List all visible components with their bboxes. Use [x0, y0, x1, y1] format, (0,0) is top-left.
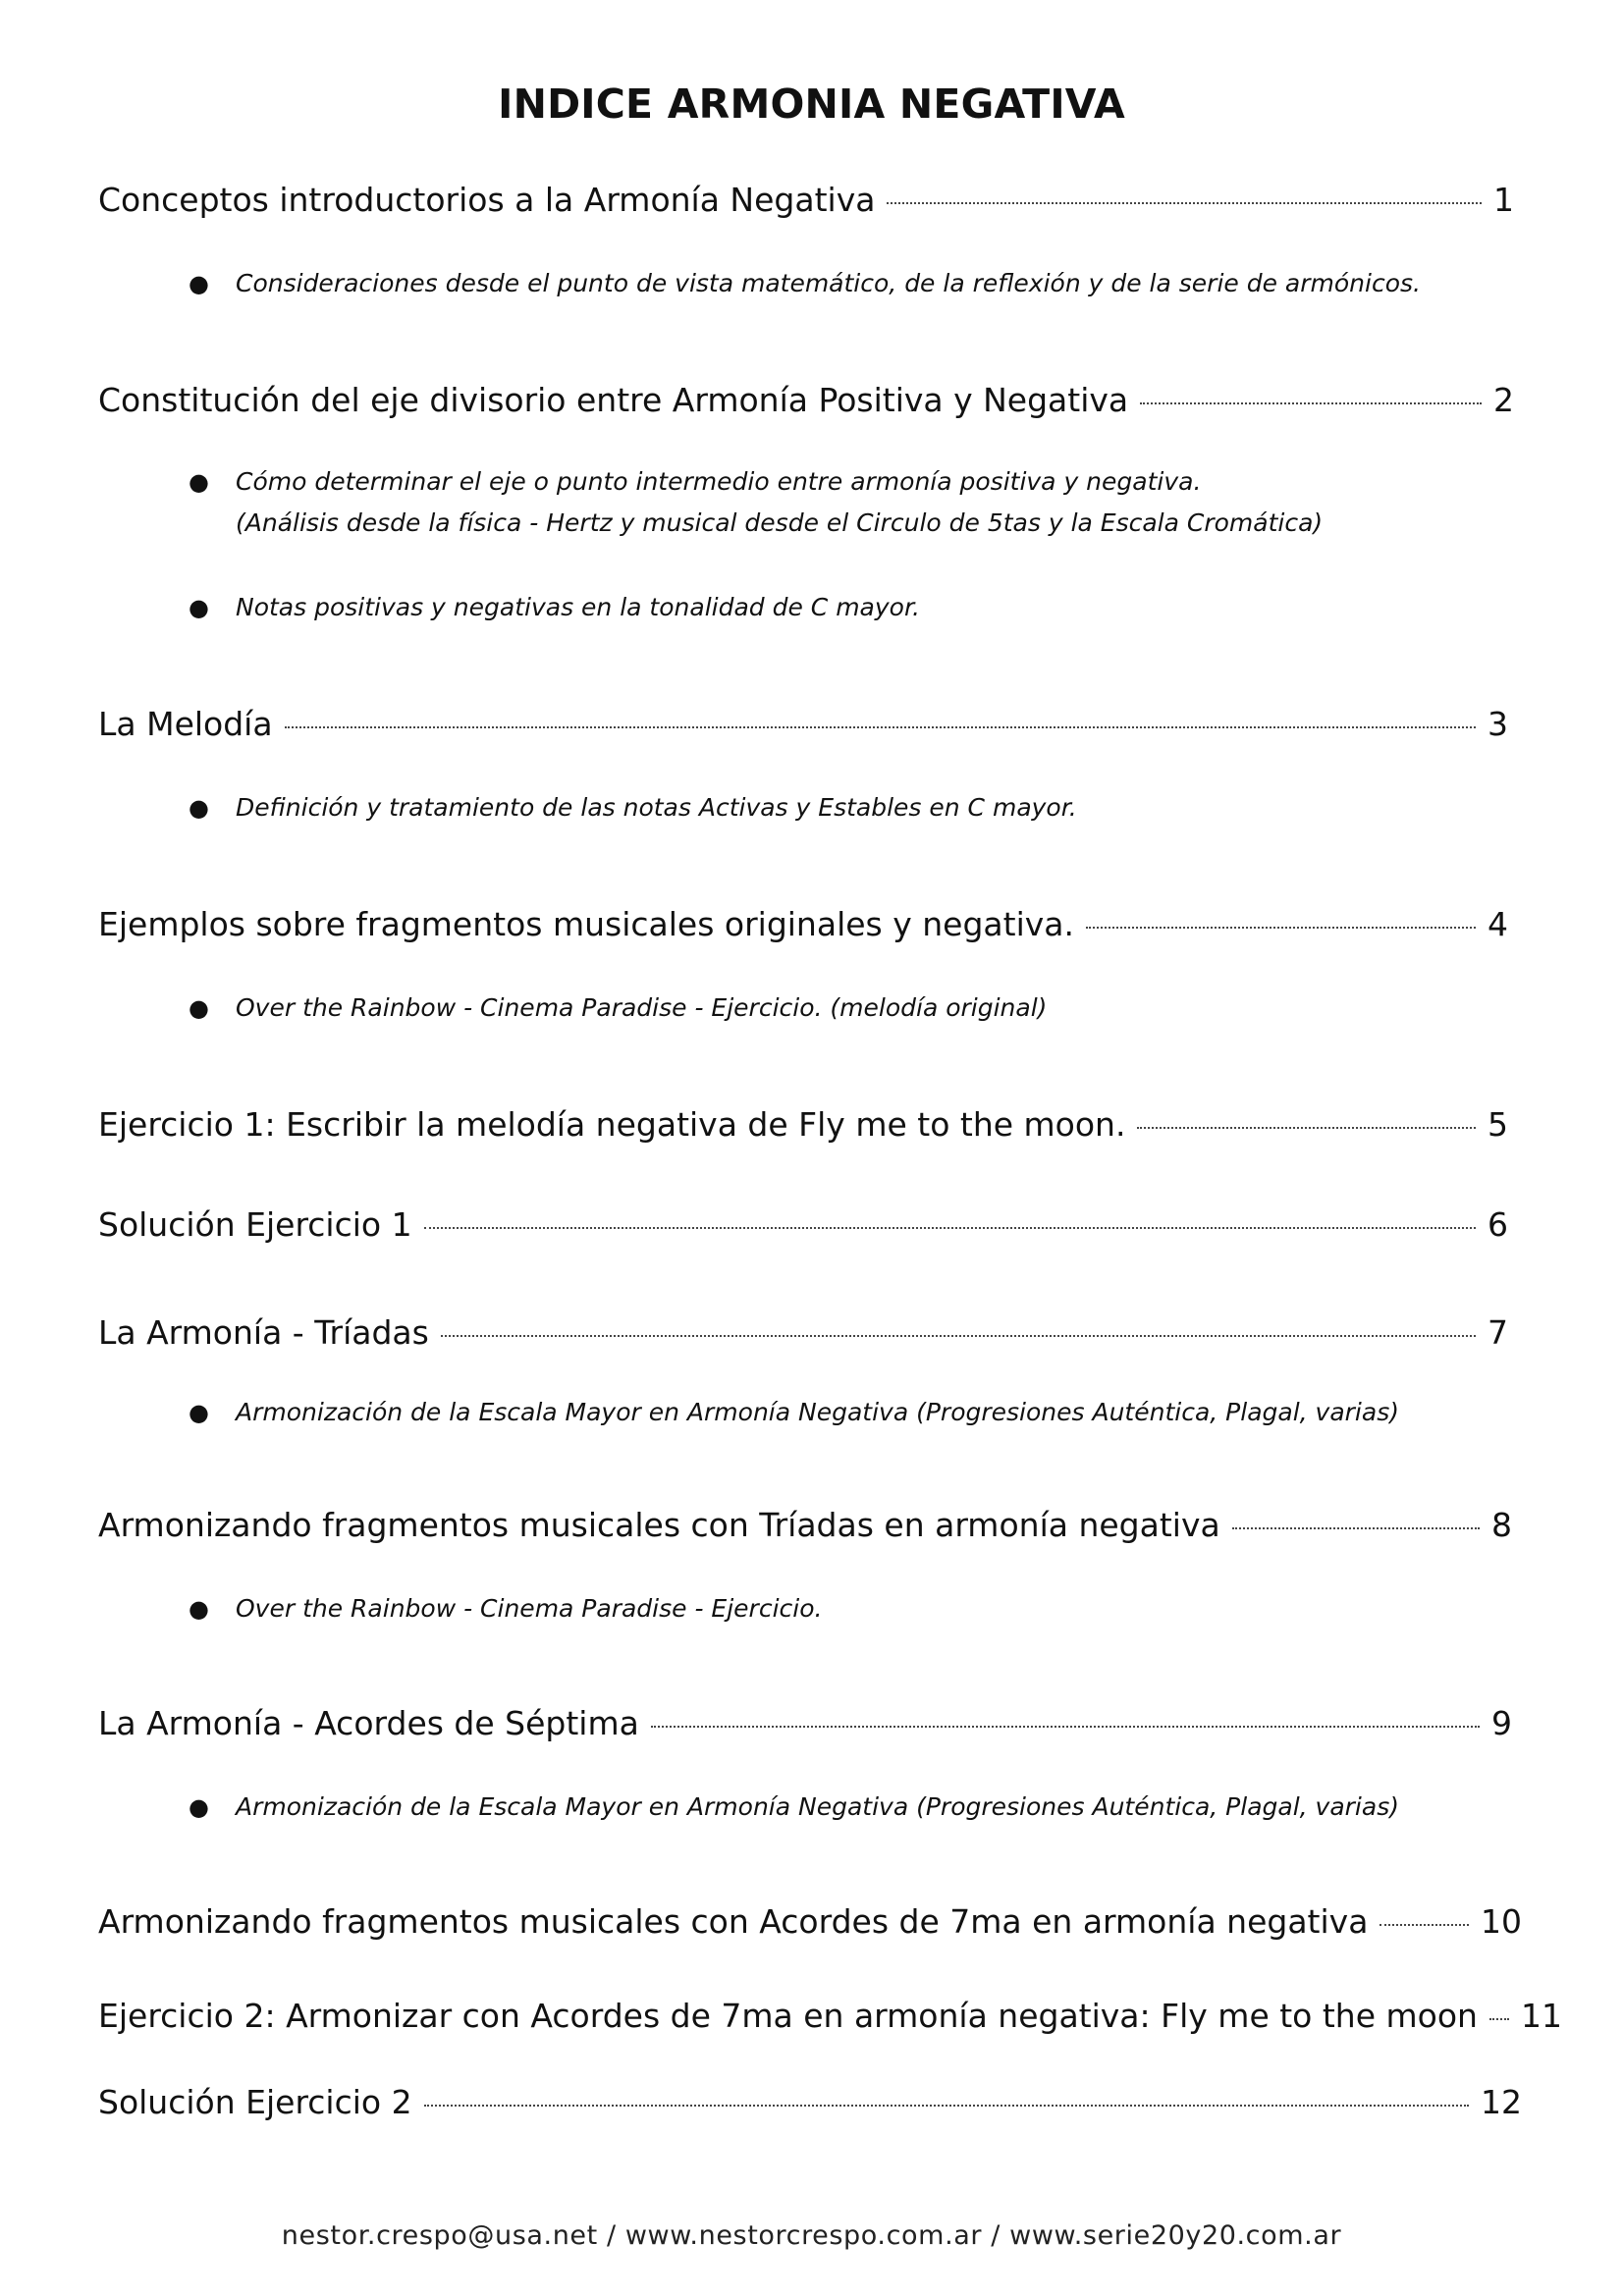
toc-page-number: 10	[1481, 1902, 1522, 1941]
toc-subitem	[189, 787, 1077, 828]
toc-page-number: 5	[1488, 1105, 1508, 1144]
dot-leader	[424, 2105, 1469, 2107]
toc-page-number: 3	[1488, 705, 1508, 743]
toc-entry	[98, 1995, 1562, 2038]
dot-leader	[424, 1227, 1476, 1229]
bullet-icon: ●	[189, 1595, 209, 1623]
toc-entry-title: Conceptos introductorios a la Armonía Negativa	[98, 181, 876, 219]
dot-leader	[441, 1335, 1476, 1337]
dot-leader	[1086, 927, 1476, 929]
dot-leader	[887, 202, 1482, 204]
toc-subitem-text: Armonización de la Escala Mayor en Armonía Negativa (Progresiones Auténtica, Plagal, varias)	[236, 1398, 1399, 1426]
toc-subitem-text: Definición y tratamiento de las notas Activas y Estables en C mayor.	[236, 793, 1077, 822]
toc-entry	[98, 1203, 1508, 1247]
toc-entry	[98, 179, 1514, 222]
toc-subitem-text: Over the Rainbow - Cinema Paradise - Ejercicio. (melodía original)	[236, 993, 1048, 1022]
bullet-icon: ●	[189, 1399, 209, 1426]
toc-page-number: 12	[1481, 2083, 1522, 2121]
toc-subitem-text: Cómo determinar el eje o punto intermedio entre armonía positiva y negativa.	[236, 467, 1202, 496]
dot-leader	[1140, 402, 1482, 404]
toc-subitem-text: Consideraciones desde el punto de vista matemático, de la reflexión y de la serie de armónicos.	[236, 269, 1421, 297]
toc-subitem	[189, 461, 1202, 503]
toc-page-number: 7	[1488, 1313, 1508, 1352]
toc-subitem-text: (Análisis desde la física - Hertz y musical desde el Circulo de 5tas y la Escala Cromática)	[236, 508, 1324, 537]
toc-entry-title: Solución Ejercicio 2	[98, 2083, 412, 2121]
toc-entry	[98, 1103, 1508, 1147]
toc-subitem-text: Notas positivas y negativas en la tonalidad de C mayor.	[236, 593, 920, 621]
toc-subitem-text: Armonización de la Escala Mayor en Armonía Negativa (Progresiones Auténtica, Plagal, varias)	[236, 1792, 1399, 1821]
toc-entry-title: La Armonía - Tríadas	[98, 1313, 429, 1352]
toc-page-number: 9	[1491, 1704, 1512, 1742]
footer-contact: nestor.crespo@usa.net / www.nestorcrespo.com.ar / www.serie20y20.com.ar	[281, 2220, 1342, 2251]
bullet-icon: ●	[189, 594, 209, 621]
toc-entry	[98, 2081, 1522, 2124]
toc-page-number: 2	[1493, 381, 1514, 419]
toc-entry	[98, 1702, 1512, 1745]
toc-subitem	[189, 1392, 1399, 1433]
toc-entry-title: La Armonía - Acordes de Séptima	[98, 1704, 639, 1742]
toc-entry	[98, 903, 1508, 946]
bullet-icon: ●	[189, 270, 209, 297]
toc-entry-title: Armonizando fragmentos musicales con Acordes de 7ma en armonía negativa	[98, 1902, 1369, 1941]
toc-entry-title: Armonizando fragmentos musicales con Tríadas en armonía negativa	[98, 1506, 1220, 1544]
page-title: INDICE ARMONIA NEGATIVA	[498, 80, 1125, 128]
bullet-icon: ●	[189, 794, 209, 822]
toc-page-number: 1	[1493, 181, 1514, 219]
dot-leader	[1232, 1527, 1480, 1529]
toc-subitem	[189, 988, 1048, 1029]
toc-entry-title: Ejemplos sobre fragmentos musicales originales y negativa.	[98, 905, 1074, 943]
toc-page-number: 4	[1488, 905, 1508, 943]
toc-entry	[98, 1311, 1508, 1355]
dot-leader	[1137, 1127, 1476, 1129]
toc-entry-title: Solución Ejercicio 1	[98, 1205, 412, 1244]
toc-entry-title: Constitución del eje divisorio entre Armonía Positiva y Negativa	[98, 381, 1129, 419]
dot-leader	[285, 726, 1476, 728]
toc-entry-title: Ejercicio 1: Escribir la melodía negativa de Fly me to the moon.	[98, 1105, 1126, 1144]
toc-entry-title: La Melodía	[98, 705, 273, 743]
dot-leader	[651, 1726, 1480, 1728]
toc-subitem	[189, 1588, 823, 1629]
toc-entry	[98, 1504, 1512, 1547]
toc-subitem	[189, 1787, 1399, 1828]
toc-entry	[98, 379, 1514, 422]
bullet-icon: ●	[189, 994, 209, 1022]
toc-page-number: 8	[1491, 1506, 1512, 1544]
toc-entry	[98, 703, 1508, 746]
toc-page-number: 6	[1488, 1205, 1508, 1244]
bullet-icon: ●	[189, 1793, 209, 1821]
toc-subitem-continuation	[236, 503, 1323, 544]
dot-leader	[1489, 2018, 1509, 2020]
toc-subitem	[189, 263, 1421, 304]
dot-leader	[1380, 1924, 1469, 1926]
toc-subitem-text: Over the Rainbow - Cinema Paradise - Ejercicio.	[236, 1594, 823, 1623]
bullet-icon: ●	[189, 468, 209, 496]
toc-entry-title: Ejercicio 2: Armonizar con Acordes de 7ma en armonía negativa: Fly me to the moon	[98, 1997, 1478, 2035]
toc-subitem	[189, 587, 920, 628]
toc-page-number: 11	[1520, 1997, 1562, 2035]
toc-entry	[98, 1900, 1522, 1944]
